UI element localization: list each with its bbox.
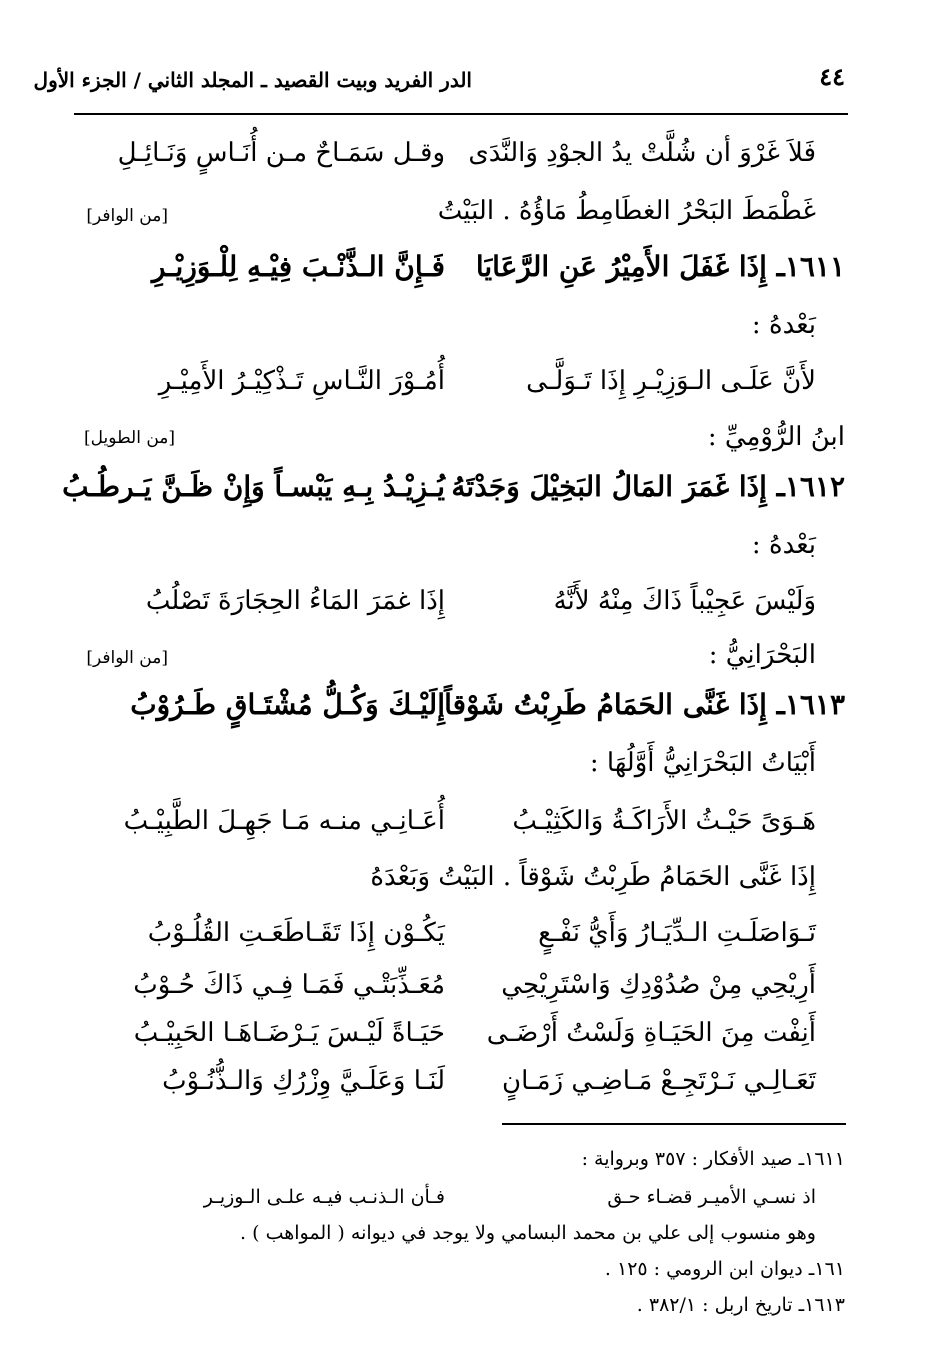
verse-note: بَعْدهُ :: [751, 530, 816, 560]
main-verse-left: فَـإِنَّ الـذَّنْـبَ فِيْـهِ لِلْـوَزِيْـرِ: [151, 250, 445, 283]
page-number: ٤٤: [819, 62, 845, 91]
verse-left-hemistich: إِذَا غمَرَ المَاءُ الحِجَارَةَ تَصْلُبُ: [145, 586, 445, 616]
verse-right-hemistich: وَلَيْسَ عَجِيْباً ذَاكَ مِنْهُ لأَنَّهُ: [553, 586, 816, 616]
verse-right-hemistich: تَعَـالِـي نَـرْتَجِـعْ مَـاضِـي زَمَـانٍ: [502, 1066, 816, 1096]
footnote-verse-left: فـأن الـذنـب فيـه علـى الـوزيـر: [203, 1186, 445, 1208]
verse-right-hemistich: أَرِيْحِي مِنْ صُدُوْدِكِ وَاسْتَرِيْحِي: [501, 970, 816, 1000]
verse-note: أَبْيَاتُ البَحْرَانِيُّ أَوَّلُهَا :: [589, 748, 816, 778]
meter-label: [من الوافر]: [86, 648, 168, 668]
verse-right-hemistich: تَـوَاصَلَـتِ الـدِّيَـارُ وَأَيُّ نَفْـعٍ: [538, 918, 816, 948]
verse-left-hemistich: وقـل سَمَـاحٌ مـن أُنَـاسٍ وَنَـائِـلِ: [117, 138, 445, 168]
verse-right-hemistich: فَلاَ غَرْوَ أن شُلَّتْ يدُ الجوْدِ وَالنَّدَى: [468, 138, 816, 168]
main-verse-left: إِلَيْـكَ وَكُـلُّ مُشْتَـاقٍ طَـرُوْبُ: [130, 688, 445, 721]
verse-left-hemistich: أُمُـوْرَ النَّـاسِ تَـذْكِيْـرُ الأَمِيْـرِ: [158, 366, 445, 396]
main-verse-right: ١٦١٢ـ إِذَا غَمَرَ المَالُ البَخِيْلَ وَجَدْتَهُ: [451, 470, 845, 503]
poet-name: البَحْرَانِيُّ :: [708, 640, 816, 670]
main-verse-left: يُـزِيْـدُ بِـهِ يَبْسـاً وَإِنْ ظَـنَّ يَـرطُـبُ: [62, 470, 445, 503]
footnote-1611: ١٦١١ـ صيد الأفكار : ٣٥٧ وبرواية :: [581, 1148, 845, 1170]
verse-note: بَعْدهُ :: [751, 310, 816, 340]
meter-label: [من الوافر]: [86, 206, 168, 226]
verse-note: إِذَا غَنَّى الحَمَامُ طَرِبْتُ شَوْقاً . البَيْتُ وَبَعْدَهُ: [370, 862, 816, 892]
footnote-verse-right: اذ نسـي الأميـر قضـاء حـق: [607, 1186, 816, 1208]
meter-label: [من الطويل]: [84, 428, 175, 448]
verse-right-hemistich: هَـوَىً حَيْـثُ الأَرَاكَـةُ وَالكَثِيْـبُ: [512, 806, 816, 836]
footnote-note: وهو منسوب إلى علي بن محمد البسامي ولا يوجد في ديوانه ( المواهب ) .: [240, 1222, 816, 1244]
header-divider: [74, 113, 848, 115]
verse-right-hemistich: غَطْمَطَ البَحْرُ الغطَامِطُ مَاؤُهُ . البَيْتُ: [437, 196, 816, 226]
verse-left-hemistich: حَيَـاةً لَيْـسَ يَـرْضَـاهَـا الحَبِيْـبُ: [133, 1018, 445, 1048]
poet-name: ابنُ الرُّوْمِيِّ :: [707, 422, 845, 452]
verse-left-hemistich: مُعَـذِّبَتْـي فَمَـا فِـي ذَاكَ حُـوْبُ: [133, 970, 445, 1000]
verse-right-hemistich: لأَنَّ عَلَـى الـوَزِيْـرِ إِذَا تَـوَلَّـى: [526, 366, 816, 396]
verse-left-hemistich: يَكُـوْن إِذَا تَقَـاطَعَـتِ القُلُـوْبُ: [147, 918, 445, 948]
footnote-1612: ١٦١ـ ديوان ابن الرومي : ١٢٥ .: [604, 1258, 845, 1280]
verse-left-hemistich: أُعَـانِـي منـه مَـا جَهِـلَ الطَّبِيْـبُ: [123, 806, 445, 836]
running-header-title: الدر الفريد وبيت القصيد ـ المجلد الثاني / الجزء الأول: [33, 68, 472, 92]
footnote-divider: [502, 1123, 846, 1125]
footnote-1613: ١٦١٣ـ تاريخ اربل : ٣٨٢/١ .: [636, 1294, 845, 1316]
main-verse-right: ١٦١٣ـ إِذَا غَنَّى الحَمَامُ طَرِبْتُ شَوْقاً: [444, 688, 845, 721]
main-verse-right: ١٦١١ـ إِذَا غَفَلَ الأَمِيْرُ عَنِ الرَّعَايَا: [475, 250, 845, 283]
verse-left-hemistich: لَنَـا وَعَلَـيَّ وِزْرُكِ وَالـذُّنُـوْبُ: [162, 1066, 445, 1096]
verse-right-hemistich: أَنِفْت مِنَ الحَيَـاةِ وَلَسْتُ أَرْضَـى: [486, 1018, 816, 1048]
